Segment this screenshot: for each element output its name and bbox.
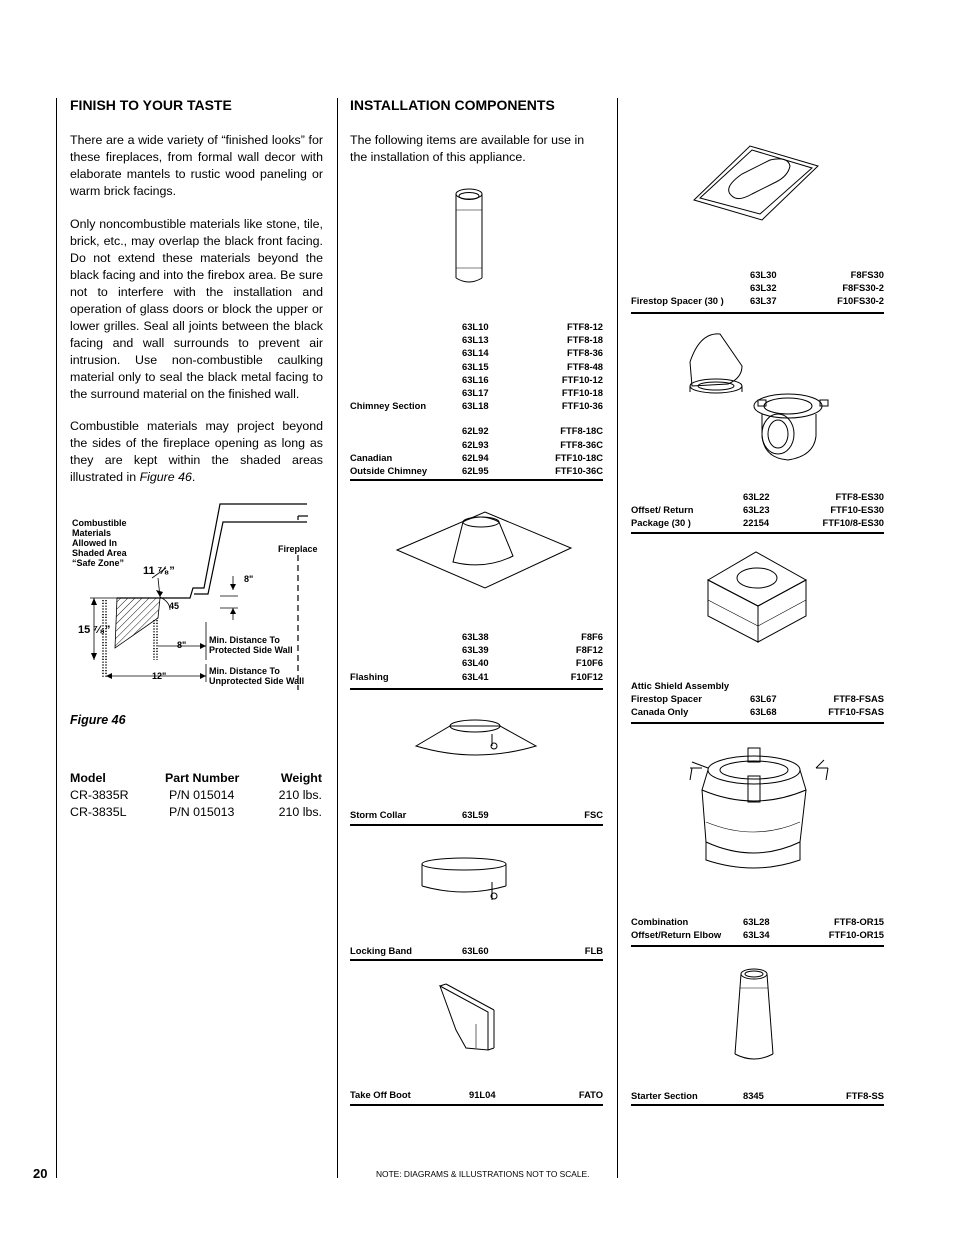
table-row xyxy=(631,705,884,718)
table-row xyxy=(350,643,603,656)
model-code: FTF10/8-ES30 xyxy=(822,517,884,529)
flashing-illustration xyxy=(395,512,575,602)
component-name: Offset/Return Elbow xyxy=(631,929,722,941)
part-code: 8345 xyxy=(743,1090,764,1101)
model-code: FTF10-OR15 xyxy=(828,929,884,941)
part-code: 63L40 xyxy=(462,657,489,669)
part-code: 63L59 xyxy=(462,809,489,820)
part-code: 63L30 xyxy=(750,269,777,280)
table-row xyxy=(350,333,603,346)
part-number-header: Part Number xyxy=(165,771,240,785)
figure-caption: Figure 46 xyxy=(70,713,126,727)
label-fireplace: Fireplace xyxy=(278,544,318,554)
weight-header: Weight xyxy=(280,771,322,785)
model-code: FTF8-12 xyxy=(567,321,603,332)
model-code: FTF10-36C xyxy=(555,464,603,476)
divider-rule xyxy=(631,532,884,534)
model-code: FTF10-18C xyxy=(555,451,603,463)
divider-rule xyxy=(350,1104,603,1106)
table-row xyxy=(631,1089,884,1102)
divider-rule xyxy=(350,479,603,481)
firestop-spacer-illustration xyxy=(692,142,822,222)
chimney-section-illustration xyxy=(452,188,502,288)
model-code: FTF8-OR15 xyxy=(833,916,884,927)
take-off-boot-table xyxy=(350,1088,603,1101)
paragraph-components-intro: The following items are available for use in the installation of this appliance. xyxy=(350,133,585,164)
locking-band-illustration xyxy=(420,856,520,906)
table-row xyxy=(631,928,884,941)
part-code: 63L23 xyxy=(743,504,770,516)
table-row xyxy=(350,373,603,386)
label-dim-8-mid: 8" xyxy=(177,640,187,650)
label-safe-zone: Combustible Materials Allowed In Shaded Area “Safe Zone” xyxy=(72,518,127,568)
model-code: FTF8-18 xyxy=(567,334,603,346)
model-code: FTF8-48 xyxy=(567,360,603,372)
locking-band-table xyxy=(350,944,603,957)
part-code: 63L14 xyxy=(462,347,489,359)
chimney-section-table xyxy=(350,320,603,477)
part-code: 63L39 xyxy=(462,644,489,656)
table-row xyxy=(350,808,603,821)
table-row xyxy=(350,670,603,683)
component-name: Storm Collar xyxy=(350,809,407,820)
part-code: 63L10 xyxy=(462,321,489,332)
model-cell: CR-3835L xyxy=(70,805,127,819)
part-code: 63L60 xyxy=(462,945,489,956)
component-name: Combination xyxy=(631,916,689,927)
model-code: FTF8-18C xyxy=(560,425,603,437)
table-row xyxy=(631,516,884,529)
offset-return-illustration xyxy=(682,328,832,468)
model-code: FTF8-36 xyxy=(567,347,603,359)
column-divider-left xyxy=(56,98,57,1178)
model-code: FATO xyxy=(578,1089,603,1100)
table-row xyxy=(631,281,884,294)
part-code: 63L18 xyxy=(462,400,489,412)
label-dim-8-top: 8" xyxy=(244,574,254,584)
table-row xyxy=(631,503,884,516)
model-code: F8FS30 xyxy=(850,269,884,280)
part-number-cell: P/N 015014 xyxy=(169,788,235,802)
table-row xyxy=(350,464,603,477)
part-code: 63L37 xyxy=(750,295,777,307)
part-code: 62L93 xyxy=(462,438,489,450)
label-dim-12: 12" xyxy=(152,671,167,681)
model-cell: CR-3835R xyxy=(70,788,129,802)
component-name: Package (30 ) xyxy=(631,517,691,529)
divider-rule xyxy=(631,945,884,947)
label-min-unprotected: Min. Distance To Unprotected Side Wall xyxy=(209,666,305,686)
storm-collar-table xyxy=(350,808,603,821)
attic-shield-table xyxy=(631,679,884,719)
label-dim-45: 45 xyxy=(169,601,180,611)
model-code: FLB xyxy=(584,945,603,956)
model-code: FTF10-FSAS xyxy=(828,706,884,718)
table-row xyxy=(350,1088,603,1101)
paragraph-combustible: Combustible materials may project beyond the sides of the fireplace opening as long as they are kept within the shaded areas illustrated in Figure 46. xyxy=(70,419,323,484)
divider-rule xyxy=(350,688,603,690)
component-name: Locking Band xyxy=(350,945,412,956)
part-code: 63L41 xyxy=(462,670,489,682)
model-code: FTF10-18 xyxy=(561,386,603,398)
combination-elbow-table xyxy=(631,915,884,941)
part-code: 62L92 xyxy=(462,425,489,437)
table-row xyxy=(631,294,884,307)
table-row xyxy=(350,944,603,957)
combination-elbow-illustration xyxy=(688,746,848,876)
part-code: 63L32 xyxy=(750,282,777,294)
model-code: F10FS30-2 xyxy=(837,295,884,307)
divider-rule xyxy=(631,722,884,724)
model-code: FTF8-36C xyxy=(560,438,603,450)
label-dim-11: 11 ⁷⁄₈” xyxy=(143,565,175,577)
component-name: Attic Shield Assembly xyxy=(631,680,730,691)
part-code: 63L28 xyxy=(743,916,770,927)
divider-rule xyxy=(350,959,603,961)
model-code: FTF10-12 xyxy=(561,373,603,385)
component-name: Starter Section xyxy=(631,1090,698,1101)
section-title-finish: FINISH TO YOUR TASTE xyxy=(70,97,232,113)
label-dim-15: 15 ⁷⁄₈” xyxy=(78,624,111,636)
table-row xyxy=(350,656,603,669)
part-code: 63L17 xyxy=(462,386,489,398)
part-code: 63L34 xyxy=(743,929,770,941)
part-code: 63L67 xyxy=(750,693,777,705)
table-row xyxy=(631,679,884,692)
divider-rule xyxy=(631,1104,884,1106)
figure-reference: Figure 46 xyxy=(139,470,192,484)
divider-rule xyxy=(350,824,603,826)
table-row xyxy=(631,915,884,928)
weight-cell: 210 lbs. xyxy=(278,805,322,819)
model-code: F8F12 xyxy=(575,644,603,656)
part-code: 62L94 xyxy=(462,451,489,463)
column-divider-right xyxy=(617,98,618,1178)
label-min-protected: Min. Distance To Protected Side Wall xyxy=(209,635,293,655)
table-row xyxy=(350,451,603,464)
component-name: Firestop Spacer xyxy=(631,693,702,705)
model-header: Model xyxy=(70,771,106,785)
starter-section-illustration xyxy=(732,966,792,1066)
firestop-spacer-table xyxy=(631,268,884,308)
table-row xyxy=(350,630,603,643)
model-code: F10F12 xyxy=(570,670,603,682)
table-row xyxy=(350,360,603,373)
table-row xyxy=(631,490,884,503)
component-name: Canadian xyxy=(350,451,393,463)
table-row xyxy=(350,386,603,399)
part-code: 22154 xyxy=(743,517,770,529)
model-table xyxy=(70,770,322,821)
footnote: NOTE: DIAGRAMS & ILLUSTRATIONS NOT TO SCALE. xyxy=(376,1169,590,1179)
model-code: F10F6 xyxy=(575,657,603,669)
storm-collar-illustration xyxy=(412,716,542,766)
component-name: Outside Chimney xyxy=(350,464,428,476)
column-divider-middle xyxy=(337,98,338,1178)
table-row xyxy=(350,399,603,412)
part-code: 91L04 xyxy=(469,1089,496,1100)
model-code: FTF8-ES30 xyxy=(835,491,884,502)
paragraph-finished-looks: There are a wide variety of “finished looks” for these fireplaces, from formal wall decor with elaborate mantels to rustic wood paneling or warm brick facings. xyxy=(70,133,323,198)
table-row xyxy=(350,346,603,359)
table-row xyxy=(631,692,884,705)
table-row xyxy=(350,438,603,451)
component-name: Take Off Boot xyxy=(350,1089,411,1100)
part-code: 63L38 xyxy=(462,631,489,642)
component-name: Offset/ Return xyxy=(631,504,694,516)
part-code: 63L16 xyxy=(462,373,489,385)
table-row xyxy=(631,268,884,281)
part-code: 63L15 xyxy=(462,360,489,372)
model-code: FTF10-36 xyxy=(561,400,603,412)
component-name: Canada Only xyxy=(631,706,689,718)
model-code: FTF8-SS xyxy=(845,1090,884,1101)
part-code: 63L13 xyxy=(462,334,489,346)
flashing-table xyxy=(350,630,603,683)
table-row xyxy=(70,804,322,821)
model-code: FTF10-ES30 xyxy=(830,504,884,516)
component-name: Chimney Section xyxy=(350,400,427,412)
divider-rule xyxy=(631,312,884,314)
starter-section-table xyxy=(631,1089,884,1102)
part-code: 62L95 xyxy=(462,464,489,476)
part-code: 63L68 xyxy=(750,706,777,718)
model-code: FSC xyxy=(584,809,603,820)
model-code: F8F6 xyxy=(581,631,603,642)
section-title-components: INSTALLATION COMPONENTS xyxy=(350,97,555,113)
table-row xyxy=(70,787,322,804)
part-code: 63L22 xyxy=(743,491,770,502)
offset-return-table xyxy=(631,490,884,530)
paragraph-noncombustible: Only noncombustible materials like stone, tile, brick, etc., may overlap the black front facing. Do not extend these materials beyond the black facing and into the firebox area. Be sure not to interfere with the installation and operation of glass doors or block the upper or lower grilles. Seal all joints between the black facing and wall surrounds to prevent air intrusion. Use non-combustible caulking material only to seal the black metal facing to the surround material on the finished wall. xyxy=(70,217,323,401)
weight-cell: 210 lbs. xyxy=(278,788,322,802)
table-row xyxy=(350,424,603,437)
model-code: F8FS30-2 xyxy=(842,282,884,294)
part-number-cell: P/N 015013 xyxy=(169,805,235,819)
take-off-boot-illustration xyxy=(438,984,518,1054)
attic-shield-illustration xyxy=(702,550,812,650)
component-name: Firestop Spacer (30 ) xyxy=(631,295,724,307)
component-name: Flashing xyxy=(350,670,389,682)
table-row xyxy=(350,320,603,333)
model-code: FTF8-FSAS xyxy=(833,693,884,705)
page-number: 20 xyxy=(33,1166,48,1181)
